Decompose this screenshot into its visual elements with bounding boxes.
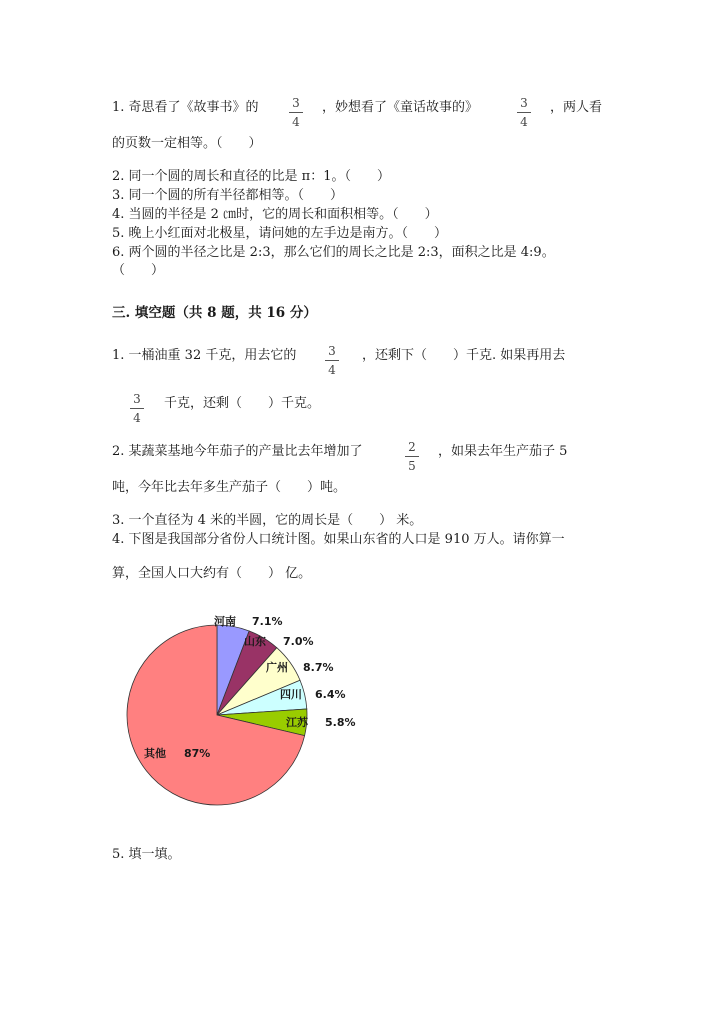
judge-q5: 5. 晚上小红面对北极星，请问她的左手边是南方。（ ）	[112, 226, 448, 241]
fraction-numerator: 2	[408, 440, 416, 454]
fill-q1-fraction-b	[130, 392, 144, 425]
fraction-bar	[289, 112, 303, 113]
fraction-denominator: 5	[408, 459, 416, 473]
pie-label-percent-1: 7.1%	[252, 615, 283, 628]
fill-q5: 5. 填一填。	[112, 847, 181, 862]
judge-q1-text-a: 1. 奇思看了《故事书》的	[112, 100, 259, 115]
judge-q2: 2. 同一个圆的周长和直径的比是 π：1。（ ）	[112, 169, 390, 184]
fraction-bar	[405, 456, 419, 457]
fraction-bar	[517, 112, 531, 113]
judge-q3: 3. 同一个圆的所有半径都相等。（ ）	[112, 188, 344, 203]
fraction-numerator: 3	[328, 344, 336, 358]
judge-q1-text-c: ，两人看	[550, 100, 603, 115]
pie-label-name-3: 广州	[266, 661, 288, 674]
pie-label-percent-5: 5.8%	[325, 716, 356, 729]
fraction-bar	[325, 360, 339, 361]
fill-q2-fraction	[405, 440, 419, 473]
fill-q2-text-b: ，如果去年生产茄子 5	[438, 444, 568, 459]
fill-q4-line2: 算，全国人口大约有（ ） 亿。	[112, 566, 312, 581]
pie-label-name-5: 江苏	[286, 716, 308, 729]
fill-q1-text-a: 1. 一桶油重 32 千克，用去它的	[112, 348, 297, 363]
judge-q4: 4. 当圆的半径是 2 ㎝时，它的周长和面积相等。（ ）	[112, 207, 438, 222]
section-heading: 三. 填空题（共 8 题，共 16 分）	[112, 305, 317, 321]
fill-q2-text-a: 2. 某蔬菜基地今年茄子的产量比去年增加了	[112, 444, 363, 459]
fraction-numerator: 3	[133, 392, 141, 406]
fill-q1-text-c: 千克，还剩（ ）千克。	[164, 396, 321, 411]
fill-q4-line1: 4. 下图是我国部分省份人口统计图。如果山东省的人口是 910 万人。请你算一	[112, 532, 565, 547]
judge-q1-fraction-b	[517, 96, 531, 129]
fraction-bar	[130, 408, 144, 409]
pie-label-name-6: 其他	[144, 747, 166, 760]
fraction-denominator: 4	[520, 115, 528, 129]
judge-q1-fraction-a	[289, 96, 303, 129]
fill-q3: 3. 一个直径为 4 米的半圆，它的周长是（ ） 米。	[112, 513, 423, 528]
fill-q2-line2: 吨，今年比去年多生产茄子（ ）吨。	[112, 480, 347, 495]
pie-label-percent-2: 7.0%	[283, 635, 314, 648]
judge-q1-text-b: ，妙想看了《童话故事的》	[322, 100, 479, 115]
population-pie-chart	[120, 605, 380, 810]
pie-label-percent-4: 6.4%	[315, 688, 346, 701]
fill-q1-text-b: ，还剩下（ ）千克. 如果再用去	[362, 348, 566, 363]
fill-q1-fraction-a	[325, 344, 339, 377]
judge-q6-line1: 6. 两个圆的半径之比是 2:3，那么它们的周长之比是 2:3，面积之比是 4:9。	[112, 245, 555, 260]
pie-label-percent-6: 87%	[184, 747, 211, 760]
judge-q1-line2: 的页数一定相等。（ ）	[112, 136, 262, 151]
judge-q6-line2: （ ）	[112, 263, 165, 278]
fraction-numerator: 3	[520, 96, 528, 110]
pie-label-percent-3: 8.7%	[303, 661, 334, 674]
fraction-denominator: 4	[292, 115, 300, 129]
pie-label-name-2: 山东	[244, 635, 266, 648]
pie-label-name-4: 四川	[280, 688, 302, 701]
pie-label-name-1: 河南	[214, 615, 236, 628]
fraction-denominator: 4	[133, 411, 141, 425]
fraction-numerator: 3	[292, 96, 300, 110]
fraction-denominator: 4	[328, 363, 336, 377]
